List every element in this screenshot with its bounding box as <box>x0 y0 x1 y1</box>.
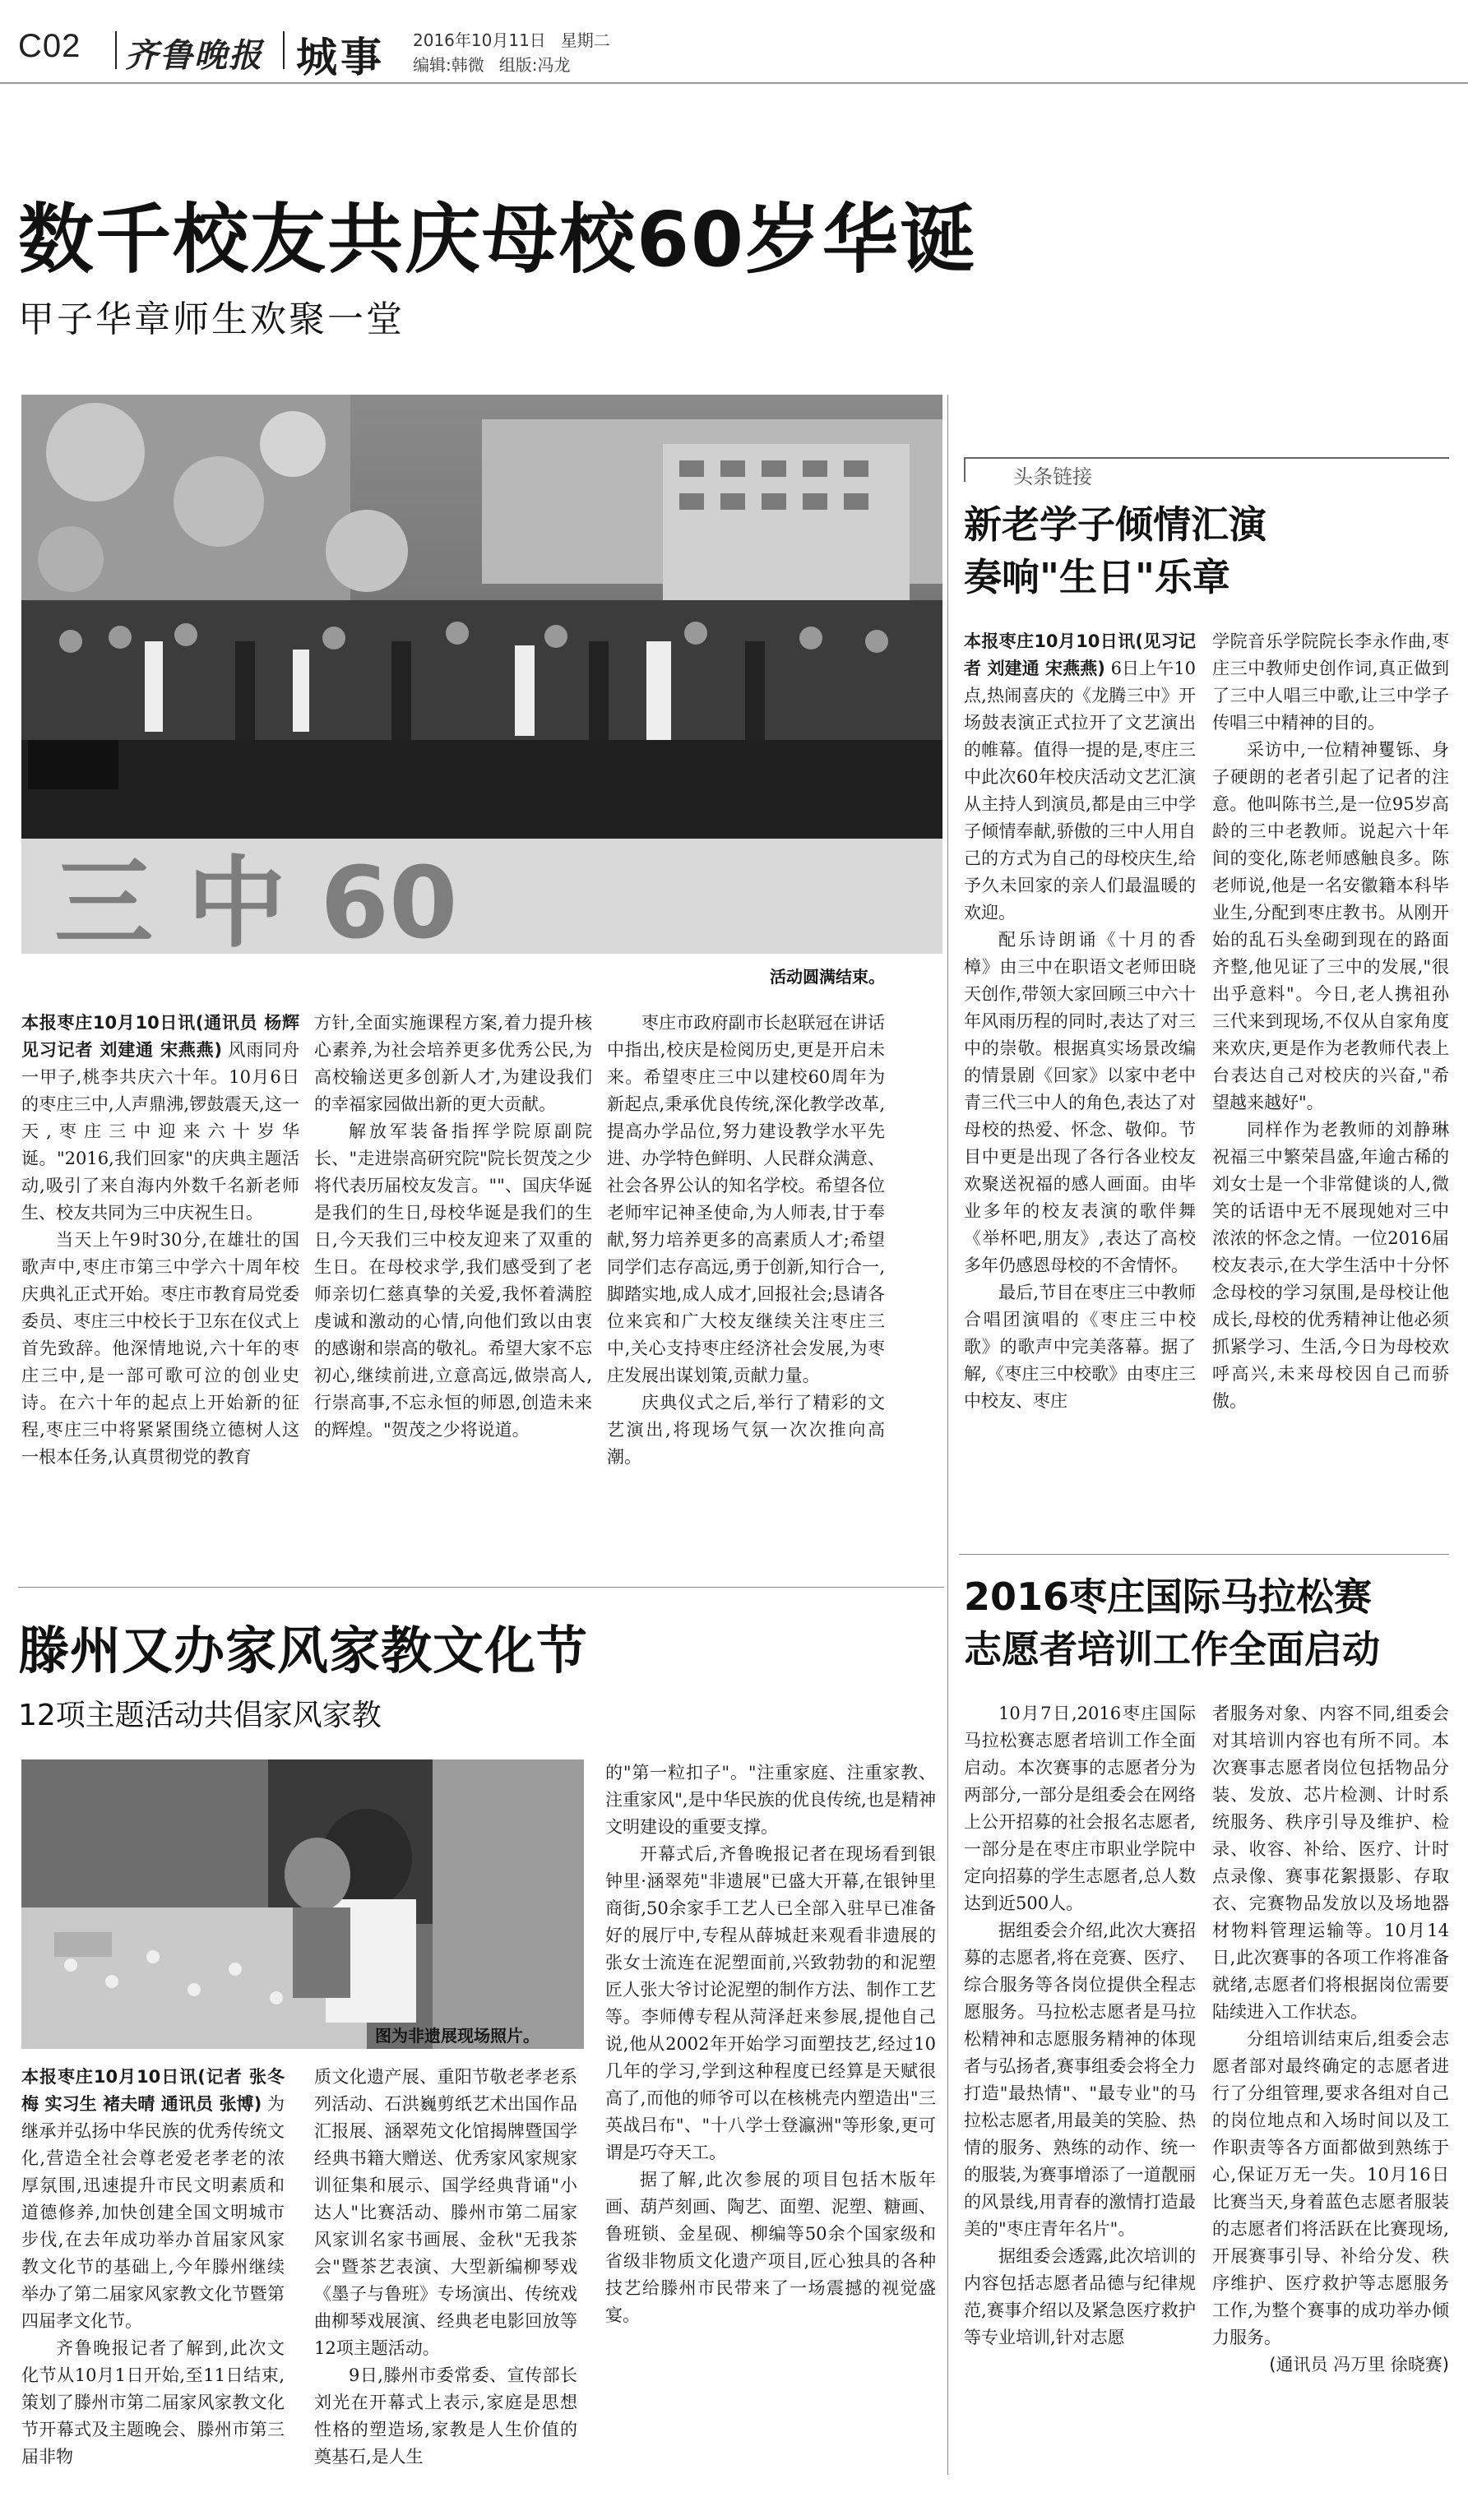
story2-paragraph: 据了解,此次参展的项目包括木版年画、葫芦刻画、陶艺、面塑、泥塑、糖画、鲁班锁、金星砚、柳编等50余个国家级和省级非物质文化遗产项目,匠心独具的各种技艺给滕州市民带来了一场震撼的视觉盛宴。 <box>605 2170 936 2325</box>
story2-paragraph: 本报枣庄10月10日讯(记者 张冬梅 实习生 褚夫晴 通讯员 张博) 为继承并弘扬中华民族的优秀传统文化,营造全社会尊老爱老孝老的浓厚氛围,迅速提升市民文明素质和道德修养,加快创建全国文明城市步伐,在去年成功举办首届家风家教文化节的基础上,今年滕州继续举办了第二届家风家教文化节暨第四届孝文化节。 <box>21 2067 285 2331</box>
heritage-exhibit-image <box>21 1759 584 2049</box>
story2-column-3 <box>605 1759 936 2508</box>
sidebar1-paragraph: 同样作为老教师的刘静琳祝福三中繁荣昌盛,年逾古稀的刘女士是一个非常健谈的人,微笑的话语中无不展现她对三中浓浓的怀念之情。一位2016届校友表示,在大学生活中十分怀念母校的学习氛围,是母校让他成长,母校的优秀精神让他必须抓紧学习、生活,今日为母校欢呼高兴,未来母校因自己而骄傲。 <box>1212 1120 1449 1411</box>
story1-paragraph: 庆典仪式之后,举行了精彩的文艺演出,将现场气氛一次次推向高潮。 <box>607 1393 885 1467</box>
sidebar1-paragraph: 学院音乐学院院长李永作曲,枣庄三中教师史创作词,真正做到了三中人唱三中歌,让三中学子传唱三中精神的目的。 <box>1212 631 1449 733</box>
story2-column-2 <box>314 2064 577 2508</box>
story1-photo-caption: 活动圆满结束。 <box>770 967 885 987</box>
related-link-label: 头条链接 <box>964 457 1449 485</box>
paper-logo: 齐鲁晚报 <box>125 36 263 75</box>
issue-meta <box>413 28 625 77</box>
story1-column-1 <box>21 1010 299 1577</box>
sidebar1-paragraph: 配乐诗朗诵《十月的香樟》由三中在职语文老师田晓天创作,带领大家回顾三中六十年风雨历程的同时,表达了对三中的崇敬。根据真实场景改编的情景剧《回家》以家中老中青三代三中人的角色,表达了对母校的热爱、怀念、敬仰。节目中更是出现了各行各业校友欢聚送祝福的感人画面。由毕业多年的校友表演的歌伴舞《举杯吧,朋友》,表达了高校多年仍感恩母校的不舍情怀。 <box>964 930 1196 1275</box>
story2-photo-caption: 图为非遗展现场照片。 <box>375 2026 540 2046</box>
sidebar2-paragraph: 分组培训结束后,组委会志愿者部对最终确定的志愿者进行了分组管理,要求各组对自己的岗位地点和入场时间以及工作职责等各方面都做到熟练于心,保证万无一失。10月16日比赛当天,身着蓝色志愿者服装的志愿者们将活跃在比赛现场,开展赛事引导、补给分发、秩序维护、医疗救护等志愿服务工作,为整个赛事的成功举办倾力服务。 <box>1212 2029 1449 2347</box>
top-rule <box>0 82 1468 84</box>
horizontal-divider <box>18 1587 944 1588</box>
sidebar2-headline: 2016枣庄国际马拉松赛 志愿者培训工作全面启动 <box>964 1574 1380 1672</box>
story2-paragraph: 9日,滕州市委常委、宣传部长刘光在开幕式上表示,家庭是思想性格的塑造场,家教是人生价值的奠基石,是人生 <box>314 2365 577 2467</box>
story2-column-1 <box>21 2064 285 2508</box>
masthead-divider <box>115 31 117 69</box>
sidebar2-paragraph: 者服务对象、内容不同,组委会对其培训内容也有所不同。本次赛事志愿者岗位包括物品分装、发放、芯片检测、计时系统服务、秩序引导及维护、检录、收容、补给、医疗、计时点录像、赛事花絮摄影、存取衣、完赛物品发放以及场地器材物料管理运输等。10月14日,此次赛事的各项工作将准备就绪,志愿者们将根据岗位需要陆续进入工作状态。 <box>1212 1704 1449 2022</box>
sidebar2-paragraph: 据组委会介绍,此次大赛招募的志愿者,将在竞赛、医疗、综合服务等各岗位提供全程志愿服务。马拉松志愿者是马拉松精神和志愿服务精神的体现者与弘扬者,赛事组委会将全力打造"最热情"、"最专业"的马拉松志愿者,用最美的笑脸、热情的服务、熟练的动作、统一的服装,为赛事增添了一道靓丽的风景线,用青春的激情打造最美的"枣庄青年名片"。 <box>964 1921 1196 2239</box>
sidebar1-paragraph: 本报枣庄10月10日讯(见习记者 刘建通 宋燕燕) 6日上午10点,热闹喜庆的《龙腾三中》开场鼓表演正式拉开了文艺演出的帷幕。值得一提的是,枣庄三中此次60年校庆活动文艺汇演从主持人到演员,都是由三中学子倾情奉献,骄傲的三中人用自己的方式为自己的母校庆生,给予久未回家的亲人们最温暖的欢迎。 <box>964 631 1196 922</box>
vertical-divider <box>947 395 948 2475</box>
editor-credit: 编辑:韩微 <box>413 55 484 75</box>
issue-weekday: 星期二 <box>560 30 610 50</box>
story2-paragraph: 开幕式后,齐鲁晚报记者在现场看到银钟里·涵翠苑"非遗展"已盛大开幕,在银钟里商街,50余家手工艺人已全部入驻早已准备好的展厅中,专程从薛城赶来观看非遗展的张女士流连在泥塑面前,兴致勃勃的和泥塑匠人张大爷讨论泥塑的制作方法、制作工艺等。李师傅专程从菏泽赶来参展,提他自己说,他从2002年开始学习面塑技艺,经过10几年的学习,学到这种程度已经算是天赋很高了,而他的师爷可以在核桃壳内塑造出"三英战吕布"、"十八学士登瀛洲"等形象,更可谓是巧夺天工。 <box>605 1844 936 2162</box>
story2-paragraph: 齐鲁晚报记者了解到,此次文化节从10月1日开始,至11日结束,策划了滕州市第二届家风家教文化节开幕式及主题晚会、滕州市第三届非物 <box>21 2338 285 2467</box>
story2-paragraph: 的"第一粒扣子"。"注重家庭、注重家教、注重家风",是中华民族的优良传统,也是精神文明建设的重要支撑。 <box>605 1763 936 1837</box>
story1-subhead: 甲子华章师生欢聚一堂 <box>18 298 405 340</box>
story1-column-2 <box>314 1010 592 1577</box>
horizontal-divider <box>959 1554 1449 1555</box>
story2-photo <box>21 1759 584 2049</box>
issue-date: 2016年10月11日 <box>413 30 546 50</box>
story2-headline: 滕州又办家风家教文化节 <box>18 1621 589 1681</box>
stage-performance-image <box>21 395 942 954</box>
sidebar2-byline: (通讯员 冯万里 徐晓赛) <box>1269 2355 1449 2374</box>
stage-banner-text: 三 中 60 <box>54 847 458 954</box>
story1-paragraph: 方针,全面实施课程方案,着力提升核心素养,为社会培养更多优秀公民,为高校输送更多创新人才,为建设我们的幸福家园做出新的更大贡献。 <box>314 1013 592 1114</box>
sidebar1-column-a <box>964 628 1196 1533</box>
story1-column-3 <box>607 1010 885 1577</box>
story1-paragraph: 解放军装备指挥学院原副院长、"走进崇高研究院"院长贺茂之少将代表历届校友发言。""、国庆华诞是我们的生日,母校华诞是我们的生日,今天我们三中校友迎来了双重的生日。在母校求学,我们感受到了老师亲切仁慈真挚的关爱,我怀着满腔虔诚和激动的心情,向他们致以由衷的感谢和崇高的敬礼。希望大家不忘初心,继续前进,立意高远,做崇高人,行崇高事,不忘永恒的师恩,创造未来的辉煌。"贺茂之少将说道。 <box>314 1121 592 1440</box>
page-number: C02 <box>18 28 81 64</box>
story1-paragraph: 本报枣庄10月10日讯(通讯员 杨辉 见习记者 刘建通 宋燕燕) 风雨同舟一甲子,桃李共庆六十年。10月6日的枣庄三中,人声鼎沸,锣鼓震天,这一天,枣庄三中迎来六十岁华诞。"2016,我们回家"的庆典主题活动,吸引了来自海内外数千名新老师生、校友共同为三中庆祝生日。 <box>21 1013 299 1223</box>
sidebar2-paragraph: 10月7日,2016枣庄国际马拉松赛志愿者培训工作全面启动。本次赛事的志愿者分为两部分,一部分是组委会在网络上公开招募的社会报名志愿者,一部分是在枣庄市职业学院中定向招募的学生志愿者,总人数达到近500人。 <box>964 1704 1196 1913</box>
sidebar2-paragraph: 据组委会透露,此次培训的内容包括志愿者品德与纪律规范,赛事介绍以及紧急医疗救护等专业培训,针对志愿 <box>964 2246 1196 2347</box>
masthead-divider <box>283 31 285 69</box>
sidebar1-paragraph: 采访中,一位精神矍铄、身子硬朗的老者引起了记者的注意。他叫陈书兰,是一位95岁高龄的三中老教师。说起六十年间的变化,陈老师感触良多。陈老师说,他是一名安徽籍本科毕业生,分配到枣庄教书。从刚开始的乱石头垒砌到现在的路面齐整,他见证了三中的发展,"很出乎意料"。今日,老人携祖孙三代来到现场,不仅从自家角度来欢庆,更是作为老教师代表上台表达自己对校庆的兴奋,"希望越来越好"。 <box>1212 740 1449 1112</box>
story2-paragraph: 质文化遗产展、重阳节敬老孝老系列活动、石洪巍剪纸艺术出国作品汇报展、涵翠苑文化馆揭牌暨国学经典书籍大赠送、优秀家风家规家训征集和展示、国学经典背诵"小达人"比赛活动、滕州市第二届家风家训名家书画展、金秋"无我茶会"暨茶艺表演、大型新编柳琴戏《墨子与鲁班》专场演出、传统戏曲柳琴戏展演、经典老电影回放等12项主题活动。 <box>314 2067 577 2358</box>
sidebar1-column-b <box>1212 628 1449 1533</box>
layout-credit: 组版:冯龙 <box>498 55 571 75</box>
story2-subhead: 12项主题活动共倡家风家教 <box>18 1699 382 1732</box>
sidebar2-column-a <box>964 1700 1196 2498</box>
story1-paragraph: 当天上午9时30分,在雄壮的国歌声中,枣庄市第三中学六十周年校庆典礼正式开始。枣庄市教育局党委委员、枣庄三中校长于卫东在仪式上首先致辞。他深情地说,六十年的枣庄三中,是一部可歌可泣的创业史诗。在六十年的起点上开始新的征程,枣庄三中将紧紧围绕立德树人这一根本任务,认真贯彻党的教育 <box>21 1230 299 1467</box>
section-title: 城事 <box>296 34 385 81</box>
sidebar1-headline: 新老学子倾情汇演 奏响"生日"乐章 <box>964 502 1267 599</box>
story1-photo <box>21 395 942 954</box>
sidebar1-paragraph: 最后,节目在枣庄三中教师合唱团演唱的《枣庄三中校歌》的歌声中完美落幕。据了解,《枣庄三中校歌》由枣庄三中校友、枣庄 <box>964 1283 1196 1411</box>
story1-headline: 数千校友共庆母校60岁华诞 <box>18 196 978 284</box>
story1-paragraph: 枣庄市政府副市长赵联冠在讲话中指出,校庆是检阅历史,更是开启未来。希望枣庄三中以建校60周年为新起点,秉承优良传统,深化教学改革,提高办学品位,努力建设教学水平先进、办学特色鲜明、人民群众满意、社会各界公认的知名学校。希望各位老师牢记神圣使命,为人师表,甘于奉献,努力培养更多的高素质人才;希望同学们志存高远,勇于创新,知行合一,脚踏实地,成人成才,回报社会;恳请各位来宾和广大校友继续关注枣庄三中,关心支持枣庄经济社会发展,为枣庄发展出谋划策,贡献力量。 <box>607 1013 885 1385</box>
sidebar2-column-b <box>1212 1700 1449 2498</box>
